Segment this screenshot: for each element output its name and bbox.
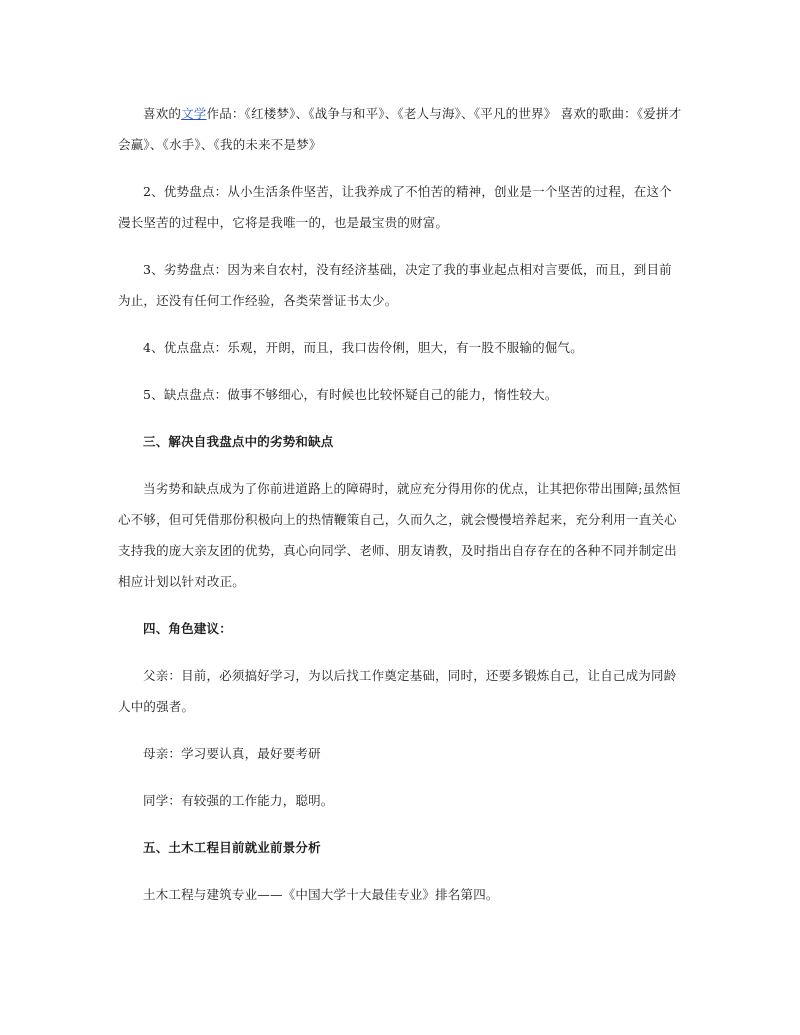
paragraph-mother: 母亲：学习要认真，最好要考研 <box>143 746 321 761</box>
document-body <box>118 98 684 926</box>
section-heading-4: 四、角色建议： <box>143 621 232 636</box>
paragraph-strength: 2、优势盘点：从小生活条件坚苦，让我养成了不怕苦的精神，创业是一个坚苦的过程，在这个漫长坚苦的过程中，它将是我唯一的，也是最宝贵的财富。 <box>118 184 672 230</box>
paragraph-civil: 土木工程与建筑专业——《中国大学十大最佳专业》排名第四。 <box>143 887 499 902</box>
literature-link[interactable]: 文学 <box>181 106 207 121</box>
section-heading-5: 五、土木工程目前就业前景分析 <box>143 840 321 855</box>
paragraph-solve: 当劣势和缺点成为了你前进道路上的障碍时，就应充分得用你的优点，让其把你带出围障;虽然恒心不够，但可凭借那份积极向上的热情鞭策自己，久而久之，就会慢慢培养起来，充分利用一直关心支持我的庞大亲友团的优势，真心向同学、老师、朋友请教，及时指出自存存在的各种不同并制定出相应计划以针对改正。 <box>118 481 681 589</box>
favorites-text: 作品：《红楼梦》、《战争与和平》、《老人与海》、《平凡的世界》 喜欢的歌曲：《爱拼才会赢》、《水手》、《我的未来不是梦》 <box>118 106 682 152</box>
paragraph-favorites <box>118 98 684 160</box>
favorites-prefix: 喜欢的 <box>143 106 182 121</box>
section-heading-3: 三、解决自我盘点中的劣势和缺点 <box>143 434 334 449</box>
paragraph-father: 父亲：目前，必须搞好学习，为以后找工作奠定基础，同时，还要多锻炼自己，让自己成为同龄人中的强者。 <box>118 668 677 714</box>
paragraph-defects: 5、缺点盘点：做事不够细心，有时候也比较怀疑自己的能力，惰性较大。 <box>143 387 558 402</box>
paragraph-classmate: 同学：有较强的工作能力，聪明。 <box>143 793 334 808</box>
paragraph-weakness: 3、劣势盘点：因为来自农村，没有经济基础，决定了我的事业起点相对言要低，而且，到目前为止，还没有任何工作经验，各类荣誉证书太少。 <box>118 262 672 308</box>
paragraph-merits: 4、优点盘点：乐观，开朗，而且，我口齿伶俐，胆大，有一股不服输的倔气。 <box>143 340 583 355</box>
